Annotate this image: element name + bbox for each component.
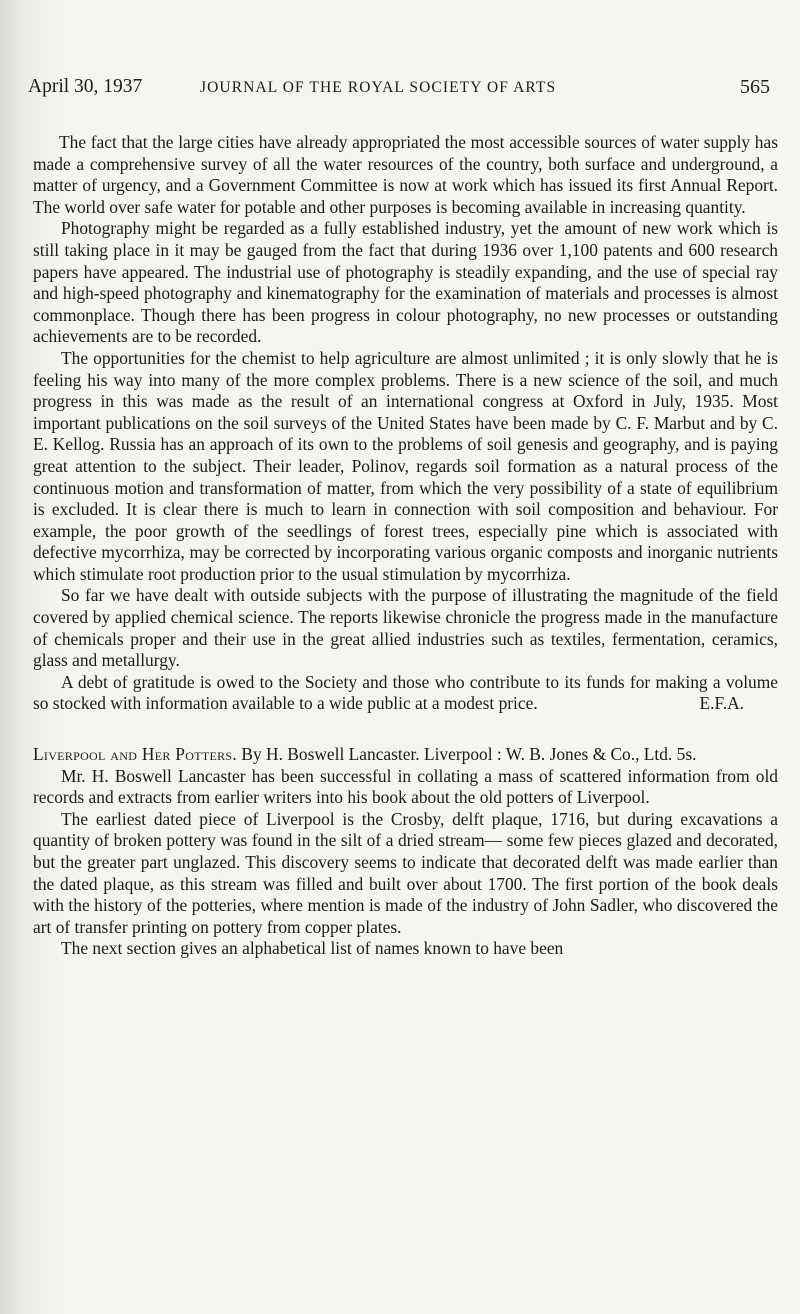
review-title: Liverpool and Her Potters. bbox=[33, 744, 238, 765]
running-header bbox=[28, 70, 773, 104]
author-signature: E.F.A. bbox=[699, 693, 744, 714]
review-paragraph-intro: Mr. H. Boswell Lancaster has been successful in collating a mass of scattered information from old records and extracts from earlier writers into his book about the old potters of Liverpool. bbox=[33, 765, 778, 808]
review-paragraph-history: The earliest dated piece of Liverpool is the Crosby, delft plaque, 1716, but during excavations a quantity of broken pottery was found in the silt of a dried stream— some few pieces glazed and decorated, but the greater part unglazed. This discovery seems to indicate that decorated delft was made earlier than the dated plaque, as this stream was filled and built over about 1700. The first portion of the book deals with the history of the potteries, where mention is made of the industry of John Sadler, who discovered the art of transfer printing on pottery from copper plates. bbox=[33, 808, 778, 937]
journal-page bbox=[28, 70, 778, 959]
journal-title: JOURNAL OF THE ROYAL SOCIETY OF ARTS bbox=[200, 79, 557, 96]
article-body bbox=[33, 132, 778, 960]
paragraph-gratitude: A debt of gratitude is owed to the Society and those who contribute to its funds for making a volume so stocked with information available to a wide public at a modest price. bbox=[33, 671, 778, 714]
review-citation: By H. Boswell Lancaster. Liverpool : W. B. Jones & Co., Ltd. 5s. bbox=[241, 744, 697, 765]
paragraph-water-supply: The fact that the large cities have already appropriated the most accessible sources of water supply has made a comprehensive survey of all the water resources of the country, both surface and underground, a matter of urgency, and a Government Committee is now at work which has issued its first Annual Report. The world over safe water for potable and other purposes is becoming available in increasing quantity. bbox=[33, 132, 778, 217]
header-date: April 30, 1937 bbox=[28, 76, 143, 97]
paragraph-photography: Photography might be regarded as a fully established industry, yet the amount of new work which is still taking place in it may be gauged from the fact that during 1936 over 1,100 patents and 600 research papers have appeared. The industrial use of photography is steadily expanding, and the use of special ray and high-speed photography and kinematography for the examination of materials and processes is almost commonplace. Though there has been progress in colour photography, no new processes or outstanding achievements are to be recorded. bbox=[33, 218, 778, 347]
review-heading bbox=[33, 744, 778, 766]
review-paragraph-names-list: The next section gives an alphabetical list of names known to have been bbox=[61, 938, 564, 959]
page-number: 565 bbox=[740, 76, 770, 98]
paragraph-agriculture: The opportunities for the chemist to help agriculture are almost unlimited ; it is only slowly that he is feeling his way into many of the more complex problems. There is a new science of the soil, and much progress in this was made as the result of an international congress at Oxford in July, 1935. Most important publications on the soil surveys of the United States have been made by C. F. Marbut and by C. E. Kellog. Russia has an approach of its own to the problems of soil genesis and geography, and is paying great attention to the subject. Their leader, Polinov, regards soil formation as a natural process of the continuous motion and transformation of matter, from which the very possibility of a state of equilibrium is excluded. It is clear there is much to learn in connection with soil composition and behaviour. For example, the poor growth of the seedlings of forest trees, especially pine which is associated with defective mycorrhiza, may be corrected by incorporating various organic composts and inorganic nutrients which stimulate root production prior to the usual stimulation by mycorrhiza. bbox=[33, 347, 778, 584]
paragraph-chemical-industries: So far we have dealt with outside subjects with the purpose of illustrating the magnitude of the field covered by applied chemical science. The reports likewise chronicle the progress made in the manufacture of chemicals proper and their use in the great allied industries such as textiles, fermentation, ceramics, glass and metallurgy. bbox=[33, 585, 778, 671]
